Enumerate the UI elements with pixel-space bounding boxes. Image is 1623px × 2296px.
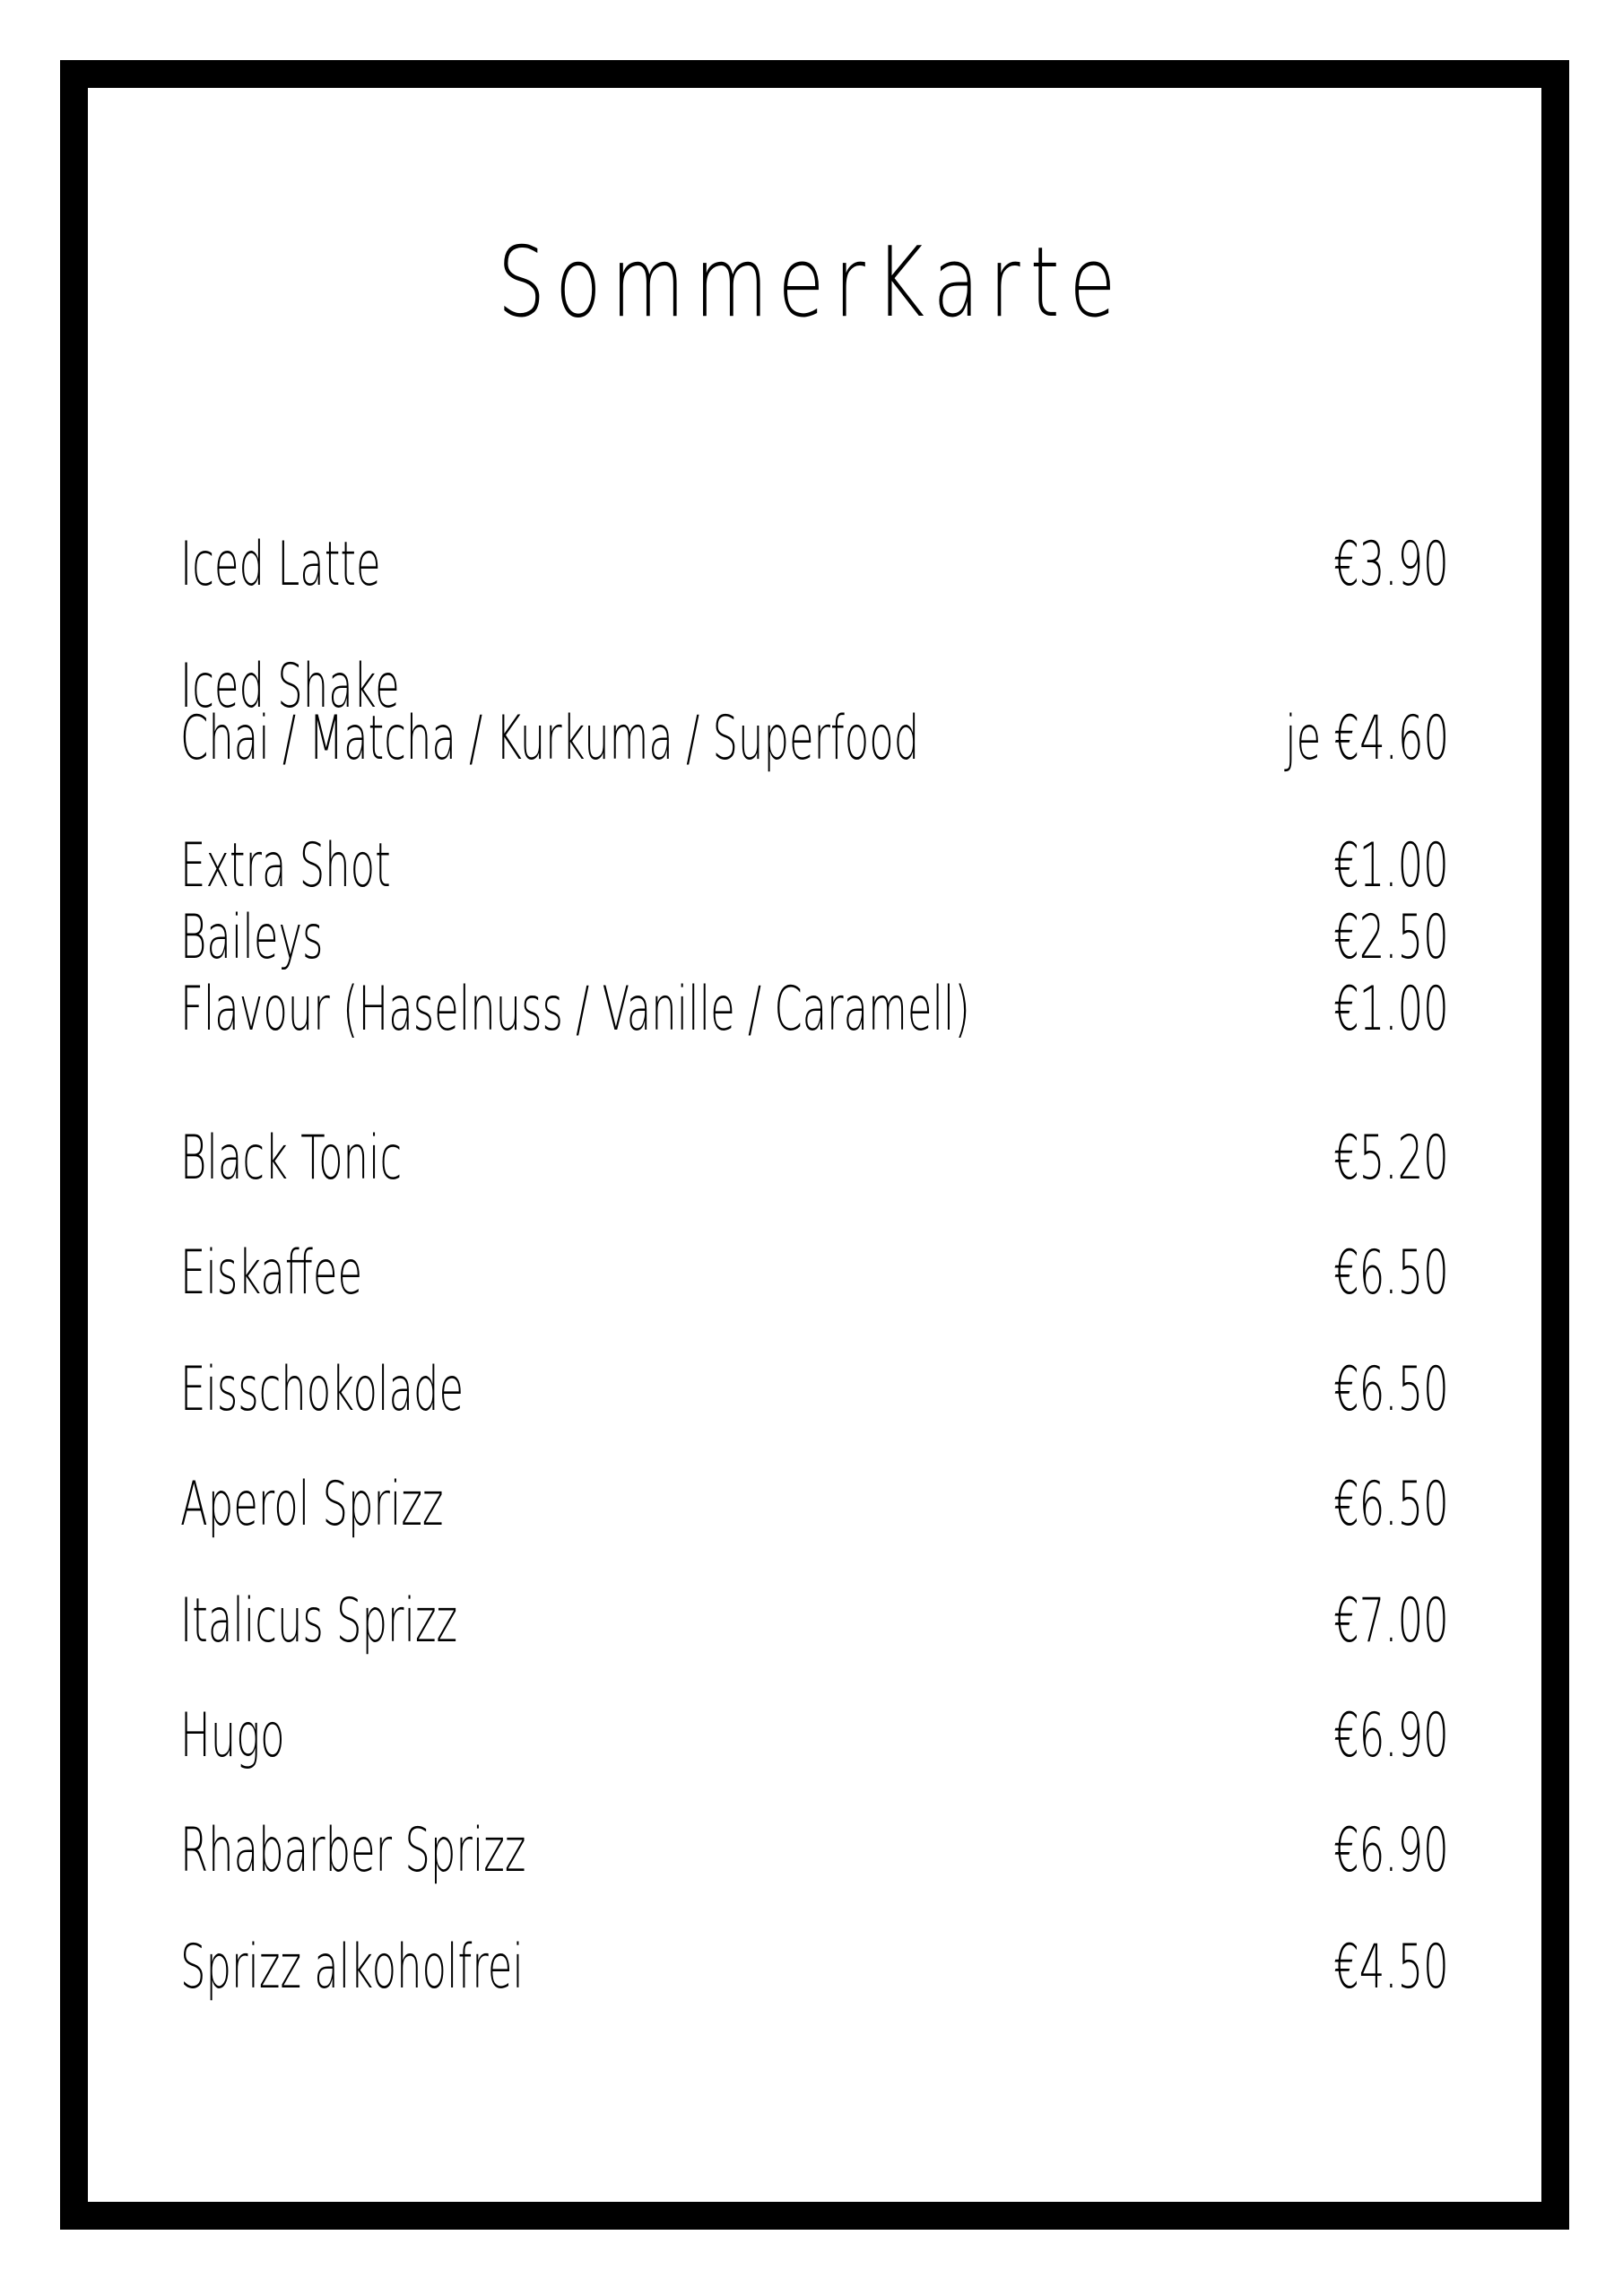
item-price: €2.50 <box>1333 902 1449 973</box>
item-price: €3.90 <box>1333 529 1449 600</box>
item-price: €7.00 <box>1333 1586 1449 1657</box>
item-name: Chai / Matcha / Kurkuma / Superfood <box>180 703 920 774</box>
item-price: je €4.60 <box>1285 703 1449 774</box>
item-name: Extra Shot <box>180 831 391 901</box>
item-name: Baileys <box>180 902 324 973</box>
menu-item-iced-shake-flavours <box>180 703 1449 775</box>
item-price: €6.50 <box>1333 1354 1449 1425</box>
item-price: €6.90 <box>1333 1815 1449 1886</box>
menu-item-rhabarber-sprizz <box>180 1815 1449 1887</box>
menu-item-italicus-sprizz <box>180 1586 1449 1657</box>
item-price: €4.50 <box>1333 1932 1449 2003</box>
item-price: €6.50 <box>1333 1469 1449 1540</box>
menu-item-extra-shot <box>180 831 1449 902</box>
item-name: Rhabarber Sprizz <box>180 1815 526 1886</box>
item-name: Aperol Sprizz <box>180 1469 444 1540</box>
item-name: Eiskaffee <box>180 1238 363 1309</box>
menu-item-baileys <box>180 902 1449 974</box>
menu-item-black-tonic <box>180 1123 1449 1195</box>
item-name: Iced Latte <box>180 529 381 600</box>
menu-title: SommerKarte <box>497 227 1126 339</box>
item-price: €5.20 <box>1333 1123 1449 1194</box>
menu-item-flavour <box>180 974 1449 1046</box>
item-name: Flavour (Haselnuss / Vanille / Caramell) <box>180 974 970 1045</box>
item-name: Hugo <box>180 1700 285 1771</box>
item-price: €1.00 <box>1333 974 1449 1045</box>
item-name: Iced Shake <box>180 651 400 722</box>
menu-item-eiskaffee <box>180 1238 1449 1309</box>
menu-item-sprizz-alkoholfrei <box>180 1932 1449 2004</box>
item-price: €6.50 <box>1333 1238 1449 1309</box>
item-name: Eisschokolade <box>180 1354 464 1425</box>
item-name: Black Tonic <box>180 1123 403 1194</box>
item-name: Italicus Sprizz <box>180 1586 458 1657</box>
menu-item-eisschokolade <box>180 1354 1449 1426</box>
menu-item-aperol-sprizz <box>180 1469 1449 1541</box>
item-name: Sprizz alkoholfrei <box>180 1932 524 2003</box>
menu-item-iced-latte <box>180 529 1449 601</box>
item-price: €6.90 <box>1333 1700 1449 1771</box>
menu-item-hugo <box>180 1700 1449 1772</box>
item-price: €1.00 <box>1333 831 1449 901</box>
